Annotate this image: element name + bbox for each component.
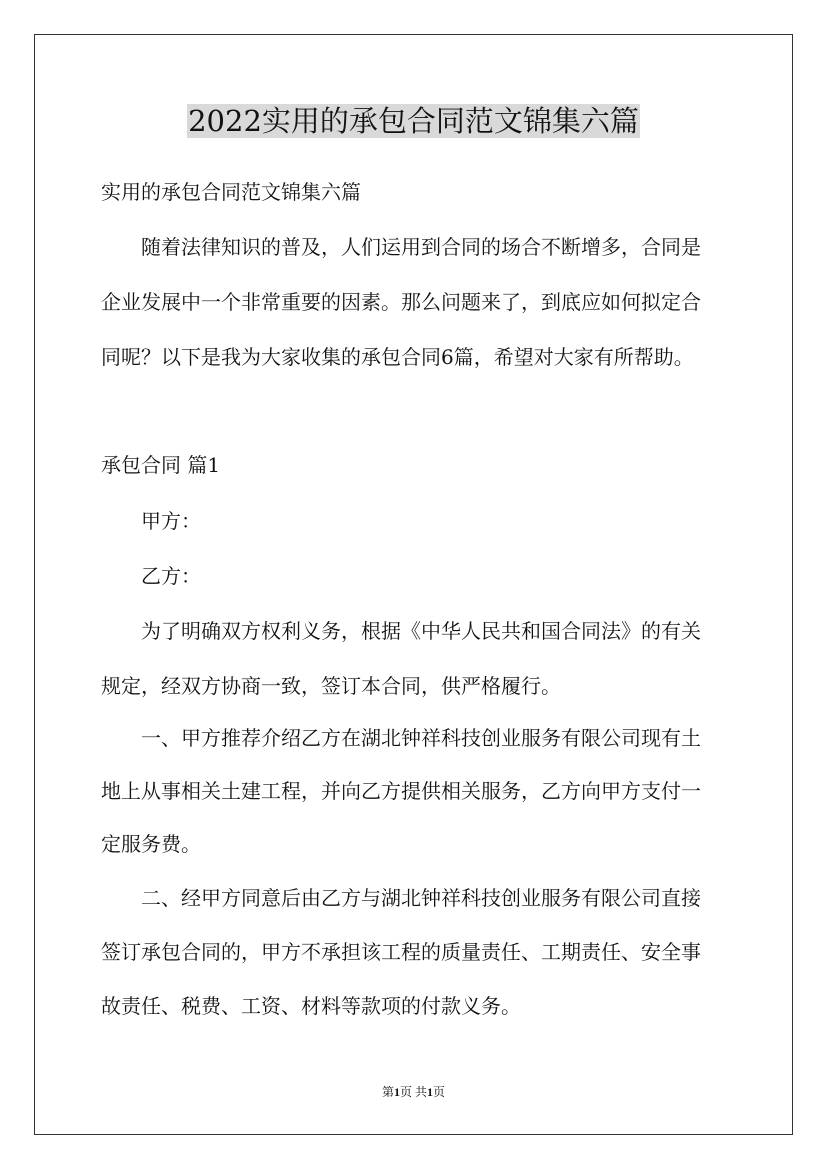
purpose-line-1: 为了明确双方权利义务，根据《中华人民共和国合同法》的有关 — [141, 619, 701, 643]
footer-suffix: 页 — [433, 1085, 446, 1099]
intro-line-2: 企业发展中一个非常重要的因素。那么问题来了，到底应如何拟定合 — [101, 290, 701, 314]
clause2-line-3: 故责任、税费、工资、材料等款项的付款义务。 — [101, 994, 521, 1018]
section-heading: 承包合同 篇1 — [101, 453, 221, 477]
footer-mid: 页 共 — [399, 1085, 427, 1099]
document-title — [0, 100, 827, 142]
clause1-line-2: 地上从事相关土建工程，并向乙方提供相关服务，乙方向甲方支付一 — [101, 779, 701, 803]
document-title-text: 2022实用的承包合同范文锦集六篇 — [188, 104, 639, 138]
footer-prefix: 第 — [381, 1085, 394, 1099]
clause1-line-1: 一、甲方推荐介绍乙方在湖北钟祥科技创业服务有限公司现有土 — [141, 726, 701, 750]
party-b-label: 乙方： — [141, 564, 201, 588]
clause2-line-2: 签订承包合同的，甲方不承担该工程的质量责任、工期责任、安全事 — [101, 940, 701, 964]
page-footer — [0, 1083, 827, 1101]
footer-page-number: 1 — [393, 1085, 400, 1099]
footer-page-total: 1 — [427, 1085, 433, 1099]
clause2-line-1: 二、经甲方同意后由乙方与湖北钟祥科技创业服务有限公司直接 — [141, 886, 701, 910]
party-a-label: 甲方： — [141, 509, 201, 533]
purpose-line-2: 规定，经双方协商一致，签订本合同，供严格履行。 — [101, 674, 561, 698]
intro-line-1: 随着法律知识的普及，人们运用到合同的场合不断增多，合同是 — [141, 235, 701, 259]
document-subtitle: 实用的承包合同范文锦集六篇 — [101, 180, 361, 204]
clause1-line-3: 定服务费。 — [101, 832, 201, 856]
intro-line-3: 同呢？以下是我为大家收集的承包合同6篇，希望对大家有所帮助。 — [101, 345, 694, 369]
